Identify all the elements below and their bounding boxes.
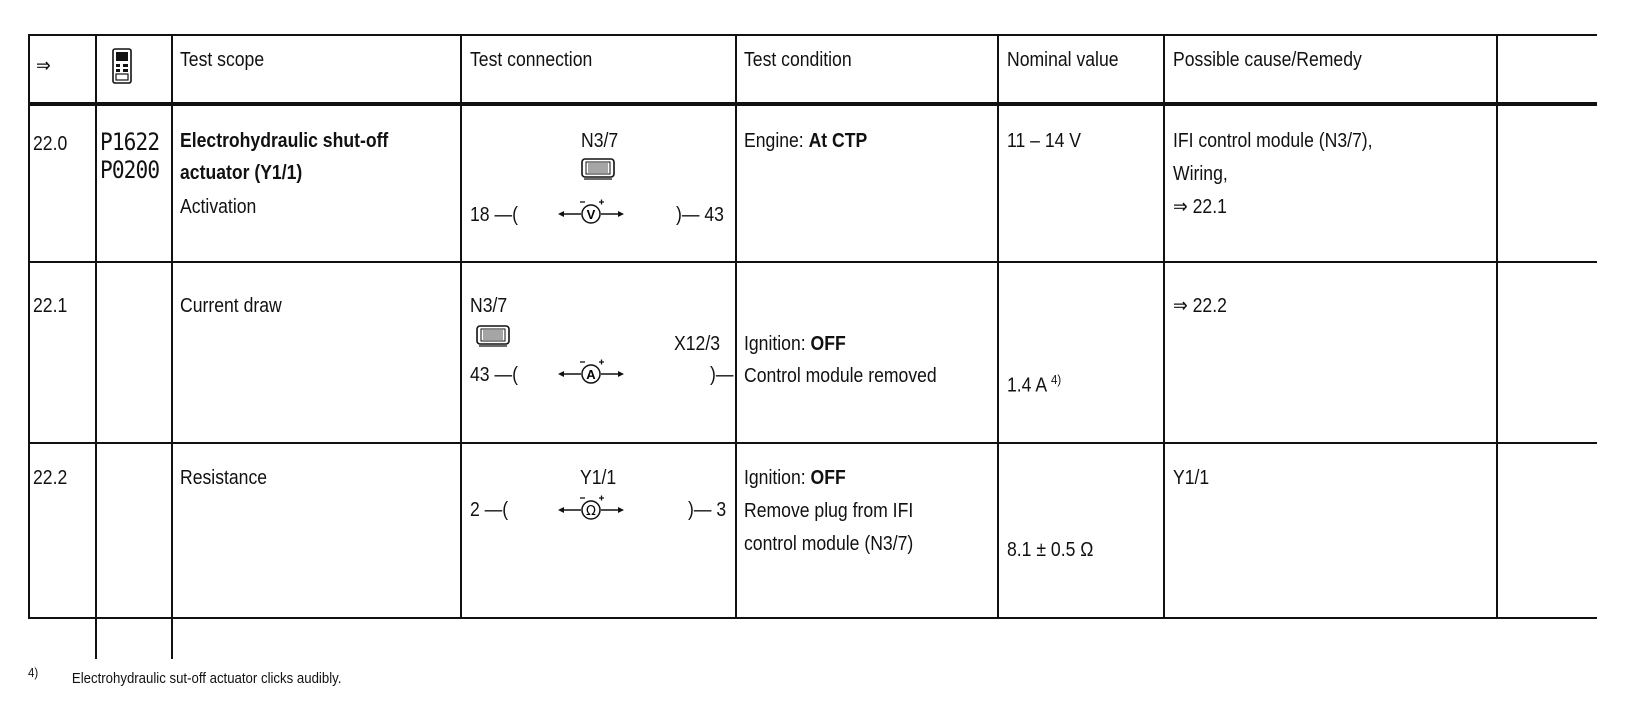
row-separator-1 (28, 261, 1597, 263)
diagnostic-tester-icon (112, 48, 132, 89)
row-separator-2 (28, 442, 1597, 444)
component-label: N3/7 (470, 295, 508, 317)
cause-line-2: Wiring, (1173, 163, 1228, 185)
scope-subtitle: Activation (180, 196, 257, 218)
col-border-1 (95, 34, 97, 659)
ohmmeter-icon (556, 492, 626, 531)
col-border-5 (997, 34, 999, 618)
nominal-value: 8.1 ± 0.5 Ω (1007, 539, 1094, 561)
cause-line-1: ⇒ 22.2 (1173, 295, 1227, 317)
fault-code-1: P1622 (100, 128, 160, 156)
pin-left: 2 —( (470, 499, 509, 521)
cause-line-1: Y1/1 (1173, 467, 1210, 489)
header-nominal-value: Nominal value (1007, 49, 1119, 71)
footnote-text: Electrohydraulic sut-off actuator clicks audibly. (71, 670, 342, 687)
table-bottom-border (28, 617, 1597, 619)
pin-left: 18 —( (470, 204, 518, 226)
cause-line-3: ⇒ 22.1 (1173, 196, 1227, 218)
step-22-2: 22.2 (33, 467, 68, 489)
test-condition: Ignition: OFF (744, 333, 846, 355)
fault-code-2: P0200 (100, 156, 160, 184)
col-border-0 (28, 34, 30, 618)
table-top-border (28, 34, 1597, 36)
header-arrow: ⇒ (36, 55, 51, 77)
header-separator (28, 102, 1597, 106)
voltmeter-icon (556, 196, 626, 235)
scope-subtitle: Current draw (180, 295, 282, 317)
component-label: N3/7 (581, 130, 619, 152)
control-module-icon (476, 325, 510, 352)
col-border-2 (171, 34, 173, 659)
test-condition-2: Remove plug from IFI (744, 500, 914, 522)
col-border-7 (1496, 34, 1498, 618)
svg-text:Ω: Ω (586, 504, 596, 519)
header-test-condition: Test condition (744, 49, 852, 71)
pin-right: )— 3 (688, 499, 727, 521)
col-border-3 (460, 34, 462, 618)
control-module-icon (581, 158, 615, 185)
header-test-connection: Test connection (470, 49, 593, 71)
test-condition-2: Control module removed (744, 365, 937, 387)
connector-label: X12/3 (674, 333, 720, 355)
step-22-1: 22.1 (33, 295, 68, 317)
cause-line-1: IFI control module (N3/7), (1173, 130, 1373, 152)
pin-left: 43 —( (470, 364, 518, 386)
ammeter-icon (556, 356, 626, 395)
svg-text:A: A (586, 367, 596, 382)
step-22-0: 22.0 (33, 133, 68, 155)
footnote (28, 665, 341, 687)
col-border-6 (1163, 34, 1165, 618)
pin-right: )— 43 (676, 204, 724, 226)
test-condition: Engine: At CTP (744, 130, 868, 152)
pin-right: )— (710, 364, 734, 386)
nominal-value: 1.4 A $^{4)}$ (1007, 372, 1062, 397)
footnote-mark: 4) (28, 665, 39, 680)
component-label: Y1/1 (580, 467, 617, 489)
test-condition: Ignition: OFF (744, 467, 846, 489)
test-condition-3: control module (N3/7) (744, 533, 914, 555)
header-test-scope: Test scope (180, 49, 265, 71)
col-border-4 (735, 34, 737, 618)
scope-subtitle: Resistance (180, 467, 268, 489)
svg-text:V: V (586, 207, 596, 222)
scope-title-line2: actuator (Y1/1) (180, 162, 303, 184)
nominal-value: 11 – 14 V (1007, 130, 1082, 152)
test-table (28, 34, 1597, 659)
scope-title-line1: Electrohydraulic shut-off (180, 130, 389, 152)
header-possible-cause: Possible cause/Remedy (1173, 49, 1362, 71)
